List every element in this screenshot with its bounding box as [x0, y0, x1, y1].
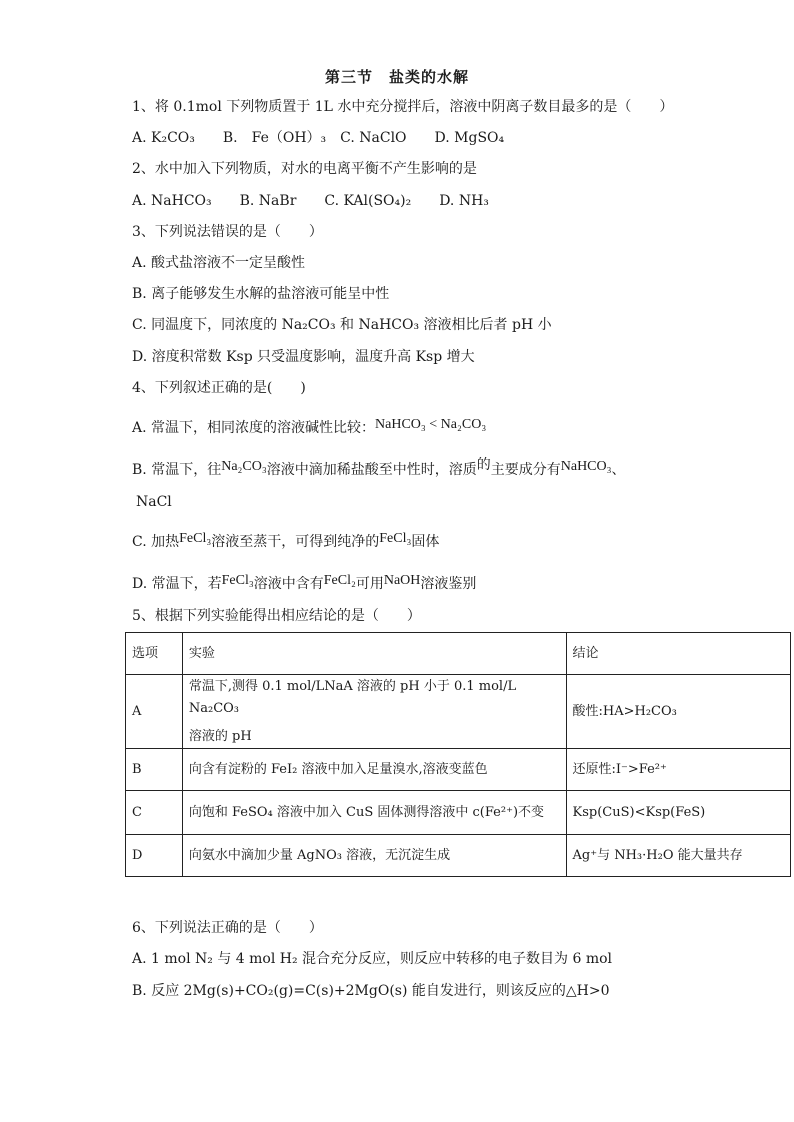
- option-a-text: A. 常温下，相同浓度的溶液碱性比较：: [132, 420, 376, 436]
- experiment-table: [125, 632, 791, 877]
- option-c-text-2: 溶液至蒸干，可得到纯净的: [211, 534, 380, 550]
- option-b-de: 的: [476, 457, 491, 473]
- question-3-option-d: D. 溶度积常数 Ksp 只受温度影响，温度升高 Ksp 增大: [132, 349, 475, 365]
- table-row: [126, 791, 791, 835]
- option-d-text-4: 溶液鉴别: [420, 576, 477, 592]
- question-1-stem: 1、将 0.1mol 下列物质置于 1L 水中充分搅拌后，溶液中阴离子数目最多的是（ ）: [132, 99, 674, 115]
- question-4-option-c: [132, 532, 439, 553]
- row-experiment-line-2: 溶液的 pH: [188, 728, 252, 744]
- table-row: [126, 835, 791, 877]
- table-header-row: [126, 633, 791, 675]
- option-d-text-3: 可用: [355, 576, 384, 592]
- question-4-option-d: [132, 574, 476, 595]
- row-experiment: 向饱和 FeSO₄ 溶液中加入 CuS 固体测得溶液中 c(Fe²⁺)不变: [182, 791, 566, 835]
- table-row: [126, 749, 791, 791]
- question-1-options: A. K₂CO₃ B. Fe（OH）₃ C. NaClO D. MgSO₄: [132, 130, 505, 146]
- question-2-options: A. NaHCO₃ B. NaBr C. KAl(SO₄)₂ D. NH₃: [132, 193, 489, 209]
- table-row: [126, 675, 791, 749]
- page-title: 第三节 盐类的水解: [324, 68, 469, 86]
- table-header-experiment: 实验: [182, 633, 566, 675]
- question-6-option-a: A. 1 mol N₂ 与 4 mol H₂ 混合充分反应，则反应中转移的电子数目为 6 mol: [132, 951, 613, 967]
- row-experiment-line-1: 常温下,测得 0.1 mol/LNaA 溶液的 pH 小于 0.1 mol/L Na₂CO₃: [188, 678, 517, 716]
- option-c-formula-2: FeCl₃: [379, 531, 412, 546]
- option-c-formula-1: FeCl₃: [179, 531, 212, 546]
- question-3-option-a: A. 酸式盐溶液不一定呈酸性: [132, 255, 306, 271]
- question-6-stem: 6、下列说法正确的是（ ）: [132, 920, 323, 936]
- row-conclusion: Ksp(CuS)<Ksp(FeS): [566, 791, 790, 835]
- option-d-formula-1: FeCl₃: [221, 573, 254, 588]
- question-2-stem: 2、水中加入下列物质，对水的电离平衡不产生影响的是: [132, 161, 477, 177]
- option-a-formula: NaHCO₃ < Na₂CO₃: [375, 417, 487, 432]
- row-experiment: 向含有淀粉的 FeI₂ 溶液中加入足量溴水,溶液变蓝色: [182, 749, 566, 791]
- question-4-option-a: [132, 418, 486, 439]
- question-3-option-c: C. 同温度下，同浓度的 Na₂CO₃ 和 NaHCO₃ 溶液相比后者 pH 小: [132, 317, 552, 333]
- question-4-stem: 4、下列叙述正确的是( ): [132, 380, 306, 396]
- option-d-text-2: 溶液中含有: [253, 576, 324, 592]
- row-experiment: [182, 675, 566, 749]
- option-d-formula-3: NaOH: [383, 573, 421, 588]
- option-b-formula-1: Na₂CO₃: [221, 459, 267, 474]
- row-option: D: [126, 835, 183, 877]
- option-d-formula-2: FeCl₂: [323, 573, 356, 588]
- option-c-text-3: 固体: [411, 534, 440, 550]
- row-conclusion: 酸性:HA>H₂CO₃: [566, 675, 790, 749]
- option-b-text-4: 、: [611, 462, 626, 478]
- row-option: C: [126, 791, 183, 835]
- row-conclusion: 还原性:I⁻>Fe²⁺: [566, 749, 790, 791]
- row-option: A: [126, 675, 183, 749]
- option-d-text-1: D. 常温下，若: [132, 576, 222, 592]
- question-6-option-b: B. 反应 2Mg(s)+CO₂(g)=C(s)+2MgO(s) 能自发进行，则该反应的△H>0: [132, 983, 610, 999]
- option-b-text-3: 主要成分有: [490, 462, 561, 478]
- row-conclusion: Ag⁺与 NH₃·H₂O 能大量共存: [566, 835, 790, 877]
- option-b-text-1: B. 常温下，往: [132, 462, 222, 478]
- row-option: B: [126, 749, 183, 791]
- question-3-option-b: B. 离子能够发生水解的盐溶液可能呈中性: [132, 286, 390, 302]
- table-header-option: 选项: [126, 633, 183, 675]
- question-4-option-b: [132, 457, 626, 481]
- question-3-stem: 3、下列说法错误的是（ ）: [132, 224, 323, 240]
- table-header-conclusion: 结论: [566, 633, 790, 675]
- question-4-option-b-line-2: NaCl: [136, 494, 172, 510]
- row-experiment: 向氨水中滴加少量 AgNO₃ 溶液，无沉淀生成: [182, 835, 566, 877]
- question-5-stem: 5、根据下列实验能得出相应结论的是（ ）: [132, 608, 421, 624]
- option-b-text-2: 溶液中滴加稀盐酸至中性时，溶质: [266, 462, 477, 478]
- option-c-text-1: C. 加热: [132, 534, 180, 550]
- option-b-formula-2: NaHCO₃: [560, 459, 612, 474]
